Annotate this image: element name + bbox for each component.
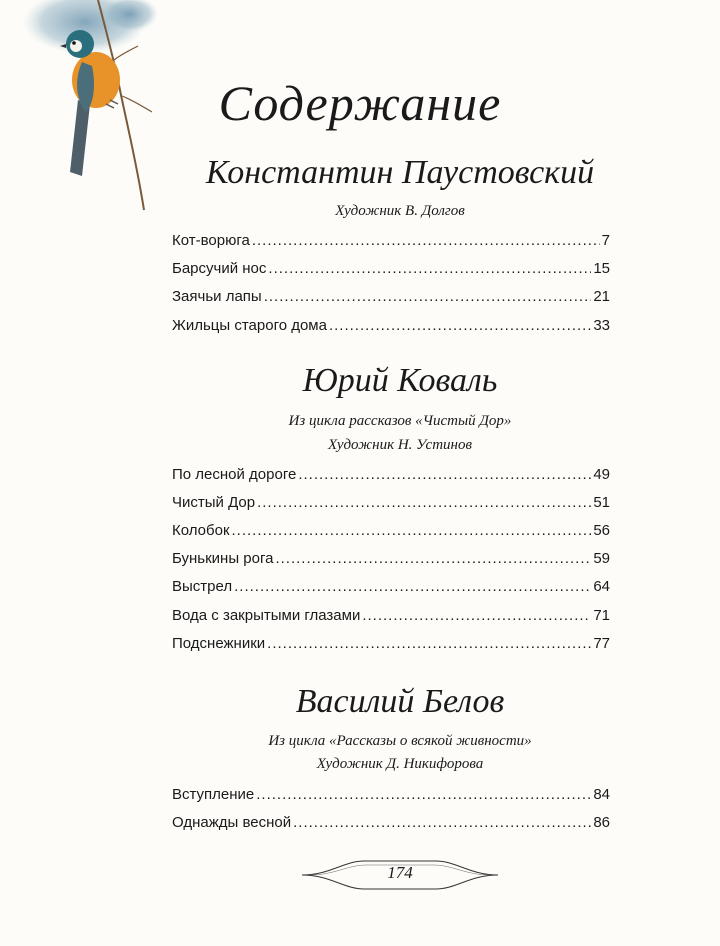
leader-dots [293,814,591,831]
section-subtitle: Из цикла «Рассказы о всякой живности» [268,733,532,749]
entry-title: Барсучий нос [172,260,267,277]
entry-page: 21 [593,288,610,305]
toc-entry[interactable] [172,522,610,544]
toc-entry[interactable] [172,232,610,254]
leader-dots [298,466,591,483]
toc-entry[interactable] [172,550,610,572]
entry-title: По лесной дороге [172,466,297,483]
leader-dots [234,578,591,595]
entry-page: 86 [593,814,610,831]
section-author: Василий Белов [295,683,505,720]
section-artist: Художник Д. Никифорова [316,756,484,772]
leader-dots [268,260,591,277]
entry-title: Вода с закрытыми глазами [172,607,361,624]
entry-page: 7 [601,232,610,249]
entry-page: 59 [593,550,610,567]
entry-page: 64 [593,578,610,595]
page-number: 174 [387,863,413,882]
entry-title: Однажды весной [172,814,292,831]
page-number-ornament [300,855,500,895]
entry-page: 77 [593,635,610,652]
toc-entry[interactable] [172,814,610,836]
leader-dots [256,786,591,803]
entry-title: Чистый Дор [172,494,256,511]
leader-dots [257,494,591,511]
section-author: Константин Паустовский [205,154,595,191]
toc-entry[interactable] [172,607,610,629]
leader-dots [362,607,591,624]
entry-title: Бунькины рога [172,550,274,567]
entry-page: 33 [593,317,610,334]
section-artist: Художник В. Долгов [335,203,465,219]
leader-dots [232,522,592,539]
toc-entry[interactable] [172,578,610,600]
entry-page: 84 [593,786,610,803]
entry-title: Колобок [172,522,230,539]
leader-dots [264,288,592,305]
toc-entry[interactable] [172,494,610,516]
entry-title: Вступление [172,786,255,803]
leader-dots [329,317,591,334]
entry-page: 49 [593,466,610,483]
entry-page: 51 [593,494,610,511]
toc-entry[interactable] [172,288,610,310]
entry-page: 71 [593,607,610,624]
contents-heading: Содержание [218,75,502,131]
entry-title: Кот-ворюга [172,232,250,249]
section-artist: Художник Н. Устинов [327,437,473,453]
toc-entry[interactable] [172,317,610,339]
leader-dots [275,550,591,567]
toc-entry[interactable] [172,466,610,488]
toc-entry[interactable] [172,260,610,282]
section-subtitle: Из цикла рассказов «Чистый Дор» [288,413,512,429]
leader-dots [267,635,591,652]
entry-title: Заячьи лапы [172,288,262,305]
toc-entry[interactable] [172,635,610,657]
entry-page: 15 [593,260,610,277]
toc-entry[interactable] [172,786,610,808]
section-author: Юрий Коваль [302,362,498,399]
entry-title: Жильцы старого дома [172,317,327,334]
leader-dots [252,232,600,249]
entry-title: Выстрел [172,578,233,595]
entry-page: 56 [593,522,610,539]
entry-title: Подснежники [172,635,266,652]
